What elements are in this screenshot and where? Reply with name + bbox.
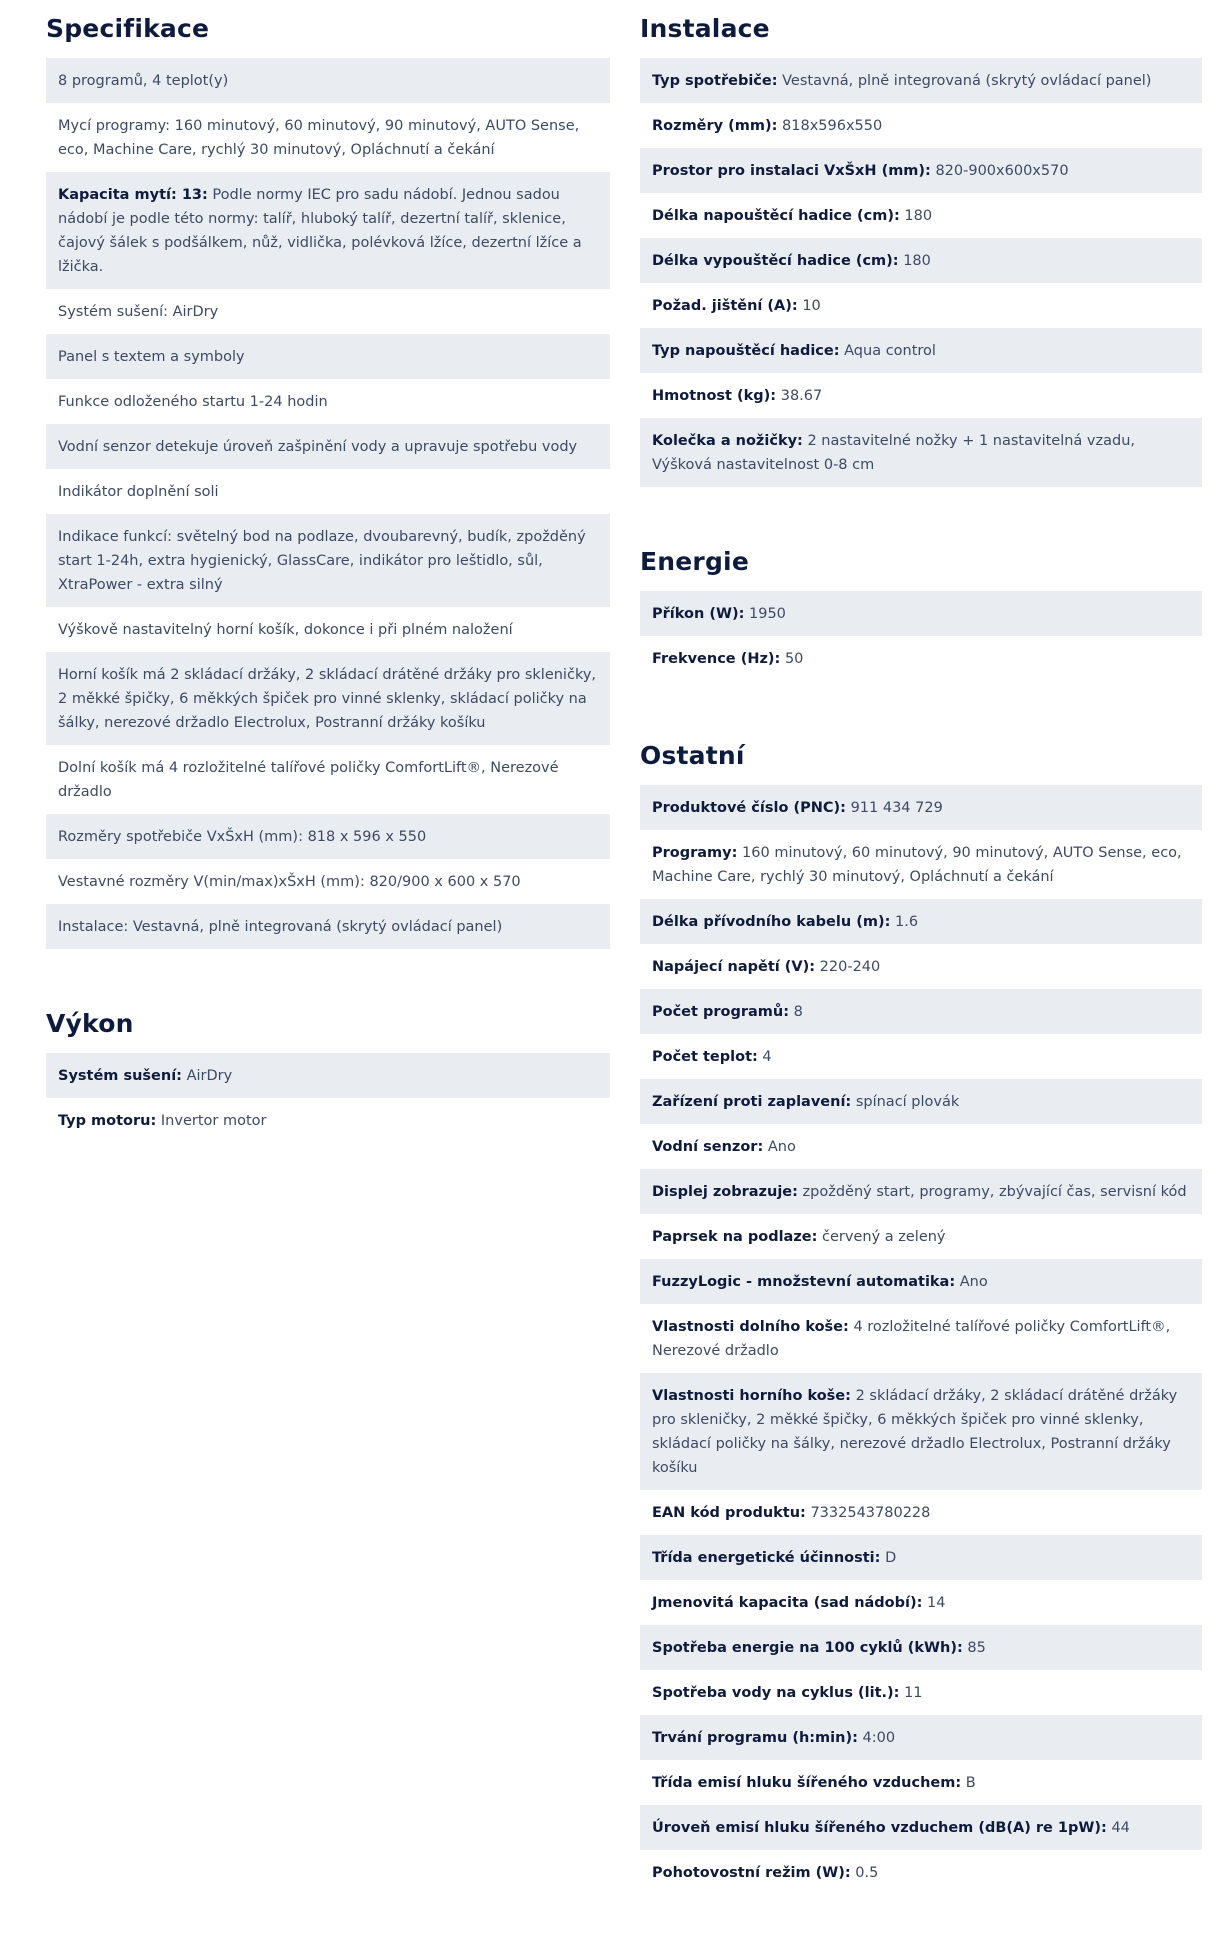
spec-value: Vestavné rozměry V(min/max)xŠxH (mm): 820/900 x 600 x 570 [58, 874, 521, 890]
spec-row [46, 607, 610, 652]
spec-row [640, 1214, 1202, 1259]
spec-row [640, 1535, 1202, 1580]
spec-row [640, 328, 1202, 373]
spec-list [640, 785, 1202, 1895]
spec-value: Výškově nastavitelný horní košík, dokonce i při plném naložení [58, 622, 513, 638]
spec-key: Zařízení proti zaplavení: [652, 1094, 852, 1110]
spec-value: 85 [967, 1640, 986, 1656]
spec-value: Funkce odloženého startu 1-24 hodin [58, 394, 328, 410]
spec-row [640, 1670, 1202, 1715]
spec-row [640, 944, 1202, 989]
spec-row [640, 1580, 1202, 1625]
spec-key: Hmotnost (kg): [652, 388, 777, 404]
left-column [46, 0, 610, 1143]
spec-row [640, 1715, 1202, 1760]
spec-row [640, 1373, 1202, 1490]
spec-key: Vlastnosti horního koše: [652, 1388, 851, 1404]
spec-value: Vestavná, plně integrovaná (skrytý ovládací panel) [782, 73, 1152, 89]
spec-row [46, 103, 610, 172]
section-title: Instalace [640, 14, 770, 43]
spec-value: 38.67 [780, 388, 823, 404]
spec-value: 11 [904, 1685, 923, 1701]
section-spacer [640, 487, 1202, 533]
spec-value: 180 [904, 208, 933, 224]
spec-row [640, 373, 1202, 418]
spec-value: Ano [959, 1274, 988, 1290]
spec-value: 4 rozložitelné talířové poličky ComfortLift®, Nerezové držadlo [652, 1319, 1171, 1359]
spec-row [640, 1079, 1202, 1124]
spec-value: Ano [767, 1139, 796, 1155]
spec-value: Vodní senzor detekuje úroveň zašpinění vody a upravuje spotřebu vody [58, 439, 578, 455]
spec-value: 50 [784, 651, 804, 667]
spec-value: D [885, 1550, 897, 1566]
spec-row [640, 148, 1202, 193]
spec-key: Rozměry (mm): [652, 118, 778, 134]
spec-key: Počet teplot: [652, 1049, 758, 1065]
spec-key: Typ napouštěcí hadice: [652, 343, 840, 359]
spec-row [640, 899, 1202, 944]
spec-row [46, 424, 610, 469]
spec-key: Délka přívodního kabelu (m): [652, 914, 891, 930]
spec-value: červený a zelený [822, 1229, 946, 1245]
spec-value: Mycí programy: 160 minutový, 60 minutový, 90 minutový, AUTO Sense, eco, Machine Care, rychlý 30 minutový, Opláchnutí a čekání [58, 118, 580, 158]
spec-value: 2 nastavitelné nožky + 1 nastavitelná vzadu, Výšková nastavitelnost 0-8 cm [652, 433, 1135, 473]
spec-row [640, 1169, 1202, 1214]
spec-row [46, 334, 610, 379]
right-column [640, 0, 1202, 1895]
spec-key: Typ spotřebiče: [652, 73, 778, 89]
spec-row [640, 1850, 1202, 1895]
spec-value: 911 434 729 [850, 800, 943, 816]
spec-key: Třída emisí hluku šířeného vzduchem: [652, 1775, 962, 1791]
spec-section-instalace [640, 0, 1202, 487]
section-title: Ostatní [640, 741, 745, 770]
spec-row [640, 103, 1202, 148]
spec-row [46, 1053, 610, 1098]
spec-value: 2 skládací držáky, 2 skládací drátěné držáky pro skleničky, 2 měkké špičky, 6 měkkých špiček pro vinné sklenky, skládací poličky na šálky, nerezové držadlo Electrolux, Postranní držáky košíku [652, 1388, 1178, 1476]
spec-key: Produktové číslo (PNC): [652, 800, 846, 816]
spec-value: 1950 [749, 606, 786, 622]
spec-value: Indikátor doplnění soli [58, 484, 219, 500]
spec-key: Požad. jištění (A): [652, 298, 798, 314]
spec-value: 1.6 [895, 914, 919, 930]
spec-value: 7332543780228 [810, 1505, 931, 1521]
spec-key: Třída energetické účinnosti: [652, 1550, 881, 1566]
spec-key: Spotřeba vody na cyklus (lit.): [652, 1685, 900, 1701]
spec-row [640, 1760, 1202, 1805]
spec-value: AirDry [186, 1068, 233, 1084]
spec-row [640, 1304, 1202, 1373]
section-title: Energie [640, 547, 749, 576]
spec-row [46, 904, 610, 949]
spec-key: Napájecí napětí (V): [652, 959, 816, 975]
spec-key: Spotřeba energie na 100 cyklů (kWh): [652, 1640, 963, 1656]
spec-value: 10 [802, 298, 821, 314]
spec-row [640, 989, 1202, 1034]
spec-row [46, 469, 610, 514]
spec-key: Úroveň emisí hluku šířeného vzduchem (dB(A) re 1pW): [652, 1820, 1107, 1836]
spec-value: 44 [1111, 1820, 1130, 1836]
spec-value: 820-900x600x570 [935, 163, 1069, 179]
spec-list [46, 1053, 610, 1143]
spec-value: Indikace funkcí: světelný bod na podlaze, dvoubarevný, budík, zpožděný start 1-24h, extra hygienický, GlassCare, indikátor pro leštidlo, sůl, XtraPower - extra silný [58, 529, 586, 593]
spec-value: Horní košík má 2 skládací držáky, 2 skládací drátěné držáky pro skleničky, 2 měkké špičky, 6 měkkých špiček pro vinné sklenky, skládací poličky na šálky, nerezové držadlo Electrolux, Postranní držáky košíku [58, 667, 597, 731]
spec-value: spínací plovák [855, 1094, 960, 1110]
spec-key: Počet programů: [652, 1004, 790, 1020]
spec-key: Displej zobrazuje: [652, 1184, 798, 1200]
spec-value: 8 [793, 1004, 803, 1020]
spec-row [640, 1034, 1202, 1079]
spec-key: Frekvence (Hz): [652, 651, 781, 667]
spec-key: Trvání programu (h:min): [652, 1730, 858, 1746]
spec-key: Příkon (W): [652, 606, 745, 622]
spec-section-ostatni [640, 727, 1202, 1895]
spec-row [46, 652, 610, 745]
spec-list [640, 591, 1202, 681]
spec-row [46, 1098, 610, 1143]
spec-row [640, 830, 1202, 899]
section-spacer [640, 681, 1202, 727]
spec-value: 8 programů, 4 teplot(y) [58, 73, 229, 89]
spec-row [46, 514, 610, 607]
spec-list [46, 58, 610, 949]
spec-row [640, 238, 1202, 283]
spec-value: B [965, 1775, 976, 1791]
spec-row [640, 58, 1202, 103]
spec-key: Programy: [652, 845, 738, 861]
spec-value: Panel s textem a symboly [58, 349, 245, 365]
spec-value: Rozměry spotřebiče VxŠxH (mm): 818 x 596 x 550 [58, 829, 427, 845]
spec-value: Invertor motor [160, 1113, 267, 1129]
spec-value: Instalace: Vestavná, plně integrovaná (skrytý ovládací panel) [58, 919, 503, 935]
spec-row [46, 172, 610, 289]
spec-key: Délka napouštěcí hadice (cm): [652, 208, 900, 224]
spec-value: 160 minutový, 60 minutový, 90 minutový, AUTO Sense, eco, Machine Care, rychlý 30 minutový, Opláchnutí a čekání [652, 845, 1182, 885]
spec-key: Vlastnosti dolního koše: [652, 1319, 849, 1335]
spec-value: 818x596x550 [782, 118, 883, 134]
spec-value: Systém sušení: AirDry [58, 304, 219, 320]
spec-key: Pohotovostní režim (W): [652, 1865, 851, 1881]
spec-key: Jmenovitá kapacita (sad nádobí): [652, 1595, 923, 1611]
spec-key: Kolečka a nožičky: [652, 433, 803, 449]
spec-row [640, 1490, 1202, 1535]
spec-section-specifikace [46, 0, 610, 949]
spec-row [46, 289, 610, 334]
spec-row [640, 193, 1202, 238]
spec-row [640, 785, 1202, 830]
spec-key: EAN kód produktu: [652, 1505, 806, 1521]
spec-section-vykon [46, 995, 610, 1143]
spec-value: Dolní košík má 4 rozložitelné talířové poličky ComfortLift®, Nerezové držadlo [58, 760, 559, 800]
spec-row [640, 283, 1202, 328]
spec-row [640, 591, 1202, 636]
spec-row [640, 418, 1202, 487]
spec-value: zpožděný start, programy, zbývající čas, servisní kód [802, 1184, 1187, 1200]
spec-row [46, 745, 610, 814]
section-spacer [46, 949, 610, 995]
spec-value: 4:00 [862, 1730, 896, 1746]
spec-value: Aqua control [844, 343, 936, 359]
spec-section-energie [640, 533, 1202, 681]
spec-list [640, 58, 1202, 487]
spec-value: Podle normy IEC pro sadu nádobí. Jednou sadou nádobí je podle této normy: talíř, hluboký talíř, dezertní talíř, sklenice, čajový šálek s podšálkem, nůž, vidlička, polévková lžíce, dezertní lžíce a lžička. [58, 187, 582, 275]
spec-value: 180 [903, 253, 931, 269]
spec-row [640, 1625, 1202, 1670]
spec-key: Kapacita mytí: 13: [58, 187, 208, 203]
spec-row [46, 58, 610, 103]
section-title: Výkon [46, 1009, 134, 1038]
spec-key: Délka vypouštěcí hadice (cm): [652, 253, 899, 269]
spec-row [46, 814, 610, 859]
spec-value: 0.5 [855, 1865, 879, 1881]
spec-key: Vodní senzor: [652, 1139, 764, 1155]
spec-row [640, 636, 1202, 681]
spec-row [46, 859, 610, 904]
spec-key: Systém sušení: [58, 1068, 182, 1084]
spec-row [640, 1124, 1202, 1169]
spec-value: 220-240 [819, 959, 881, 975]
section-title: Specifikace [46, 14, 210, 43]
spec-row [640, 1259, 1202, 1304]
spec-value: 4 [762, 1049, 772, 1065]
spec-key: FuzzyLogic - množstevní automatika: [652, 1274, 956, 1290]
spec-key: Paprsek na podlaze: [652, 1229, 818, 1245]
spec-row [640, 1805, 1202, 1850]
spec-key: Typ motoru: [58, 1113, 157, 1129]
spec-row [46, 379, 610, 424]
spec-value: 14 [927, 1595, 946, 1611]
spec-key: Prostor pro instalaci VxŠxH (mm): [652, 163, 931, 179]
